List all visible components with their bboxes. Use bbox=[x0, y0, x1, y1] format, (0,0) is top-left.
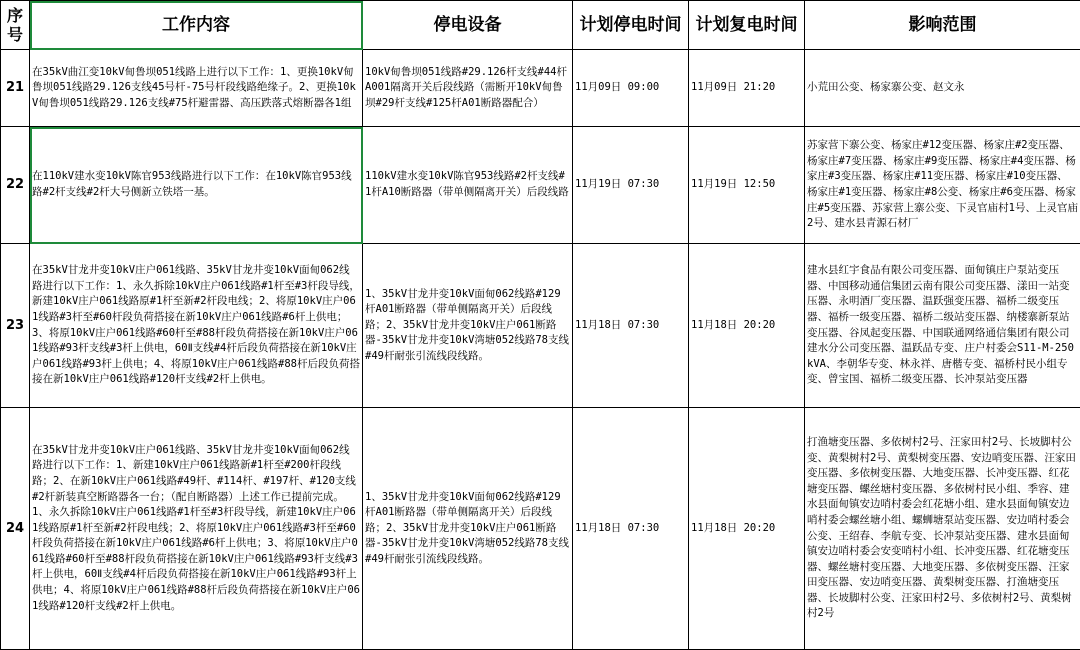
table-row bbox=[1, 408, 1080, 650]
row-content[interactable]: 在35kV甘龙井变10kV庄户061线路、35kV甘龙井变10kV面甸062线路进行以下工作：1、新建10kV庄户061线路新#1杆至#200杆段线路；2、在新10kV庄户061线路#49杆、#114杆、#197杆、#120支线#2杆新装真空断路器各一台；（配自断路器）上述工作已提前完成。1、永久拆除10kV庄户061线路#1杆至#3杆段导线，新建10kV庄户061线路原#1杆至新#2杆段电线；2、将原10kV庄户061线路#3杆至#60杆段负荷搭接在新10kV庄户061线路#6杆上供电；3、将原10kV庄户061线路#60杆至#88杆段负荷搭接在新10kV庄户061线路#93杆支线#3杆上供电，60Ⅱ支线#4杆后段负荷搭接在新10kV庄户061线路#93杆上供电；4、将原10kV庄户061线路#88杆后段负荷搭接在新10kV庄户061线路#120杆支线#2杆上供电。 bbox=[30, 408, 363, 650]
row-start-time[interactable]: 11月18日 07:30 bbox=[573, 244, 689, 408]
row-equipment[interactable]: 110kV建水变10kV陈官953线路#2杆支线#1杆A10断路器（带单侧隔离开关）后段线路 bbox=[363, 127, 573, 244]
row-start-time[interactable]: 11月09日 09:00 bbox=[573, 50, 689, 127]
row-end-time[interactable]: 11月09日 21:20 bbox=[689, 50, 805, 127]
header-equipment[interactable]: 停电设备 bbox=[363, 1, 573, 50]
row-end-time[interactable]: 11月18日 20:20 bbox=[689, 408, 805, 650]
header-seq[interactable]: 序号 bbox=[1, 1, 30, 50]
table-row bbox=[1, 127, 1080, 244]
row-content[interactable]: 在110kV建水变10kV陈官953线路进行以下工作：在10kV陈官953线路#2杆支线#2杆大号侧新立铁塔一基。 bbox=[30, 127, 363, 244]
row-scope[interactable]: 建水县红宇食品有限公司变压器、面甸镇庄户泵站变压器、中国移动通信集团云南有限公司变压器、漾田一站变压器、永明酒厂变压器、温跃强变压器、福桥二级变压器、福桥一级变压器、福桥二级站变压器、纳楼寨新泵站变压器、谷凤起变压器、中国联通网络通信集团有限公司建水分公司变压器、温跃品专变、庄户村委会S11-M-250kVA、李朝华专变、林永祥、唐楷专变、福桥村民小组专变、曾宝国、福桥二级变压器、长冲泵站变压器 bbox=[805, 244, 1080, 408]
header-content[interactable]: 工作内容 bbox=[30, 1, 363, 50]
row-end-time[interactable]: 11月19日 12:50 bbox=[689, 127, 805, 244]
row-content[interactable]: 在35kV甘龙井变10kV庄户061线路、35kV甘龙井变10kV面甸062线路进行以下工作：1、永久拆除10kV庄户061线路#1杆至#3杆段导线，新建10kV庄户061线路原#1杆至新#2杆段电线；2、将原10kV庄户061线路#3杆至#60杆段负荷搭接在新10kV庄户061线路#6杆上供电；3、将原10kV庄户061线路#60杆至#88杆段负荷搭接在新10kV庄户061线路#93杆支线#3杆上供电，60Ⅱ支线#4杆后段负荷搭接在新10kV庄户061线路#93杆上供电；4、将原10kV庄户061线路#88杆后段负荷搭接在新10kV庄户061线路#120杆支线#2杆上供电。 bbox=[30, 244, 363, 408]
row-scope[interactable]: 小荒田公变、杨家寨公变、赵文永 bbox=[805, 50, 1080, 127]
row-equipment[interactable]: 10kV甸鲁坝051线路#29.126杆支线#44杆A001隔离开关后段线路（需断开10kV甸鲁坝#29杆支线#125杆A01断路器配合） bbox=[363, 50, 573, 127]
row-content[interactable]: 在35kV曲江变10kV甸鲁坝051线路上进行以下工作：1、更换10kV甸鲁坝051线路29.126支线45号杆-75号杆段线路绝缘子。2、更换10kV甸鲁坝051线路29.126支线#75杆避雷器、高压跌落式熔断器各1组 bbox=[30, 50, 363, 127]
header-start[interactable]: 计划停电时间 bbox=[573, 1, 689, 50]
row-end-time[interactable]: 11月18日 20:20 bbox=[689, 244, 805, 408]
row-equipment[interactable]: 1、35kV甘龙井变10kV面甸062线路#129杆A01断路器（带单侧隔离开关）后段线路；2、35kV甘龙井变10kV庄户061断路器-35kV甘龙井变10kV湾塘052线路78支线#49杆耐张引流线段线路。 bbox=[363, 408, 573, 650]
row-seq[interactable]: 23 bbox=[1, 244, 30, 408]
header-end[interactable]: 计划复电时间 bbox=[689, 1, 805, 50]
header-scope[interactable]: 影响范围 bbox=[805, 1, 1080, 50]
row-seq[interactable]: 22 bbox=[1, 127, 30, 244]
row-seq[interactable]: 21 bbox=[1, 50, 30, 127]
row-scope[interactable]: 打渔塘变压器、多依树村2号、汪家田村2号、长坡脚村公变、黄梨树村2号、黄梨树变压器、安边哨变压器、汪家田变压器、多依树变压器、大地变压器、长冲变压器、红花塘变压器、螺丝塘村变压器、多依树村民小组、季容、建水县面甸镇安边哨村委会红花塘小组、建水县面甸镇安边哨村委会螺丝塘小组、螺蛳塘泵站变压器、安边哨村委会公变、王绍春、李航专变、长冲泵站变压器、建水县面甸镇安边哨村委会安变哨村小组、长冲变压器、红花塘变压器、螺丝塘村变压器、大地变压器、多依树变压器、汪家田变压器、安边哨变压器、黄梨树变压器、打渔塘变压器、长坡脚村公变、汪家田村2号、多依树村2号、黄梨树村2号 bbox=[805, 408, 1080, 650]
row-scope[interactable]: 苏家营下寨公变、杨家庄#12变压器、杨家庄#2变压器、杨家庄#7变压器、杨家庄#9变压器、杨家庄#4变压器、杨家庄#3变压器、杨家庄#11变压器、杨家庄#10变压器、杨家庄#1变压器、杨家庄#8公变、杨家庄#6变压器、杨家庄#5变压器、苏家营上寨公变、下灵官庙村1号、上灵官庙2号、建水县青源石材厂 bbox=[805, 127, 1080, 244]
table-row bbox=[1, 50, 1080, 127]
row-start-time[interactable]: 11月19日 07:30 bbox=[573, 127, 689, 244]
row-equipment[interactable]: 1、35kV甘龙井变10kV面甸062线路#129杆A01断路器（带单侧隔离开关）后段线路；2、35kV甘龙井变10kV庄户061断路器-35kV甘龙井变10kV湾塘052线路78支线#49杆耐张引流线段线路。 bbox=[363, 244, 573, 408]
header-row bbox=[1, 1, 1080, 50]
table-row bbox=[1, 244, 1080, 408]
row-seq[interactable]: 24 bbox=[1, 408, 30, 650]
row-start-time[interactable]: 11月18日 07:30 bbox=[573, 408, 689, 650]
